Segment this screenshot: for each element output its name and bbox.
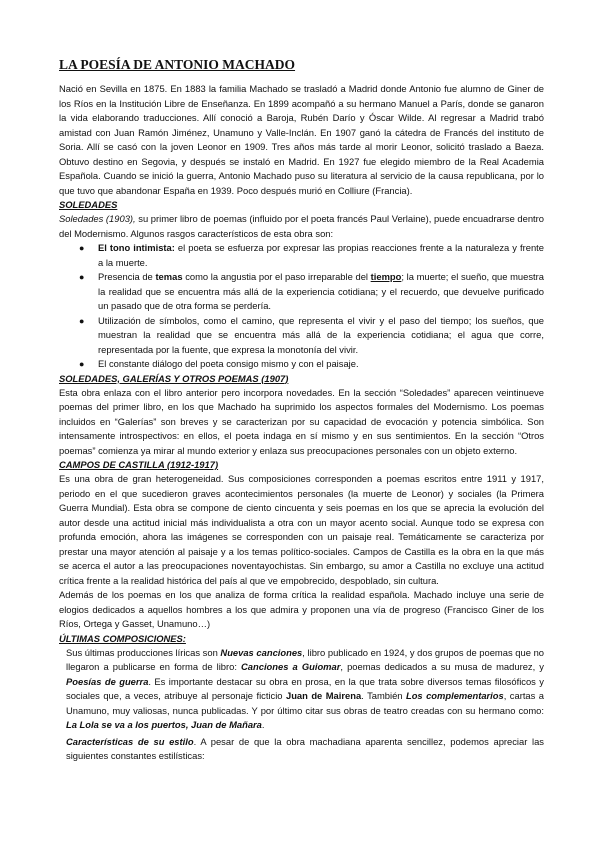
character-name: Juan de Mairena xyxy=(285,690,362,701)
work-title: Los complementarios xyxy=(405,690,504,701)
bullet-text: ; la muerte; el sueño, que muestra la realidad que se encuentra más allá de la experiencia cotidiana; y el recuerdo, que devuelve purificado un pasado que de otra forma se perdería. xyxy=(98,271,544,311)
bullet-icon: ● xyxy=(79,359,85,369)
page-title: LA POESÍA DE ANTONIO MACHADO xyxy=(59,57,296,72)
bullet-text: Utilización de símbolos, como el camino, que representa el vivir y el paso del tiempo; los sueños, que muestran la realidad que se encuentra más allá de la experiencia cotidiana; el agua que corre, representada por la fuente, que expresa la monotonía del vivir. xyxy=(98,314,544,355)
work-title: La Lola se va a los puertos, Juan de Mañara xyxy=(66,719,262,730)
work-title: Nuevas canciones xyxy=(220,646,303,658)
campos-paragraph-1: Es una obra de gran heterogeneidad. Sus composiciones corresponden a poemas escritos entre 1911 y 1917, periodo en el que sucedieron graves acontecimientos personales (la muerte de Leonor) y sociales (la Primera Guerra Mundial). Esta obra se compone de ciento cincuenta y seis poemas en los que se aprecia la evolución del autor desde una actitud inicial más individualista a otra con un mayor acento social. Aunque todo se expresa con profunda emoción, ahora las imágenes se corresponden con un paisaje real. Temáticamente se caracteriza por prestar una mayor atención al paisaje y a los temas político-sociales. Campos de Castilla es la obra en la que más se acerca el autor a las preocupaciones noventayochistas. Sin embargo, su amor a Castilla no excluye una actitud crítica frente a la realidad histórica del país al que ve empobrecido, despoblado, sin cultura. xyxy=(59,473,544,586)
caracteristicas-paragraph xyxy=(59,735,544,764)
work-title: Canciones a Guiomar xyxy=(241,661,341,672)
soledades-features-list xyxy=(59,241,544,372)
section-heading-ultimas-composiciones: ÚLTIMAS COMPOSICIONES: xyxy=(59,632,186,644)
text-run: , poemas dedicados a su musa de madurez, y xyxy=(340,661,544,672)
campos-paragraph-2: Además de los poemas en los que analiza de forma crítica la realidad española. Machado incluye una serie de elogios dedicados a aquellos hombres a los que admira y proponen una vía de progreso (Francisco Giner de los Ríos, Ortega y Gasset, Unamuno…) xyxy=(59,589,544,629)
biography-paragraph: Nació en Sevilla en 1875. En 1883 la familia Machado se trasladó a Madrid donde Antonio fue alumno de Giner de los Ríos en la Institución Libre de Enseñanza. En 1899 acompañó a su hermano Manuel a París, donde se ganaron la vida elaborando traducciones. Allí conoció a Baroja, Rubén Darío y Óscar Wilde. Al regresar a Madrid trabó amistad con Juan Ramón Jiménez, Unamuno y Valle-Inclán. En 1907 ganó la cátedra de Francés del instituto de Soria. Allí se casó con la joven Leonor en 1909. Tres años más tarde al morir Leonor, solicitó traslado a Baeza. Obtuvo destino en Segovia, y después se instaló en Madrid. En 1927 fue elegido miembro de la Real Academia Española. Cuando se inició la guerra, Antonio Machado puso su literatura al servicio de la causa republicana, por lo que tuvo que abandonar España en 1939. Poco después murió en Colliure (Francia). xyxy=(59,83,544,196)
bullet-icon: ● xyxy=(79,272,85,282)
bullet-text: el poeta se esfuerza por expresar las propias reacciones frente a la naturaleza y frente a la muerte. xyxy=(98,242,544,268)
bullet-bold-underlined-text: tiempo xyxy=(370,271,402,282)
section-heading-campos-de-castilla: CAMPOS DE CASTILLA (1912-1917) xyxy=(59,459,219,470)
soledades-intro xyxy=(59,212,544,241)
soledades-galerias-paragraph: Esta obra enlaza con el libro anterior pero incorpora novedades. En la sección “Soledades” aparecen veintinueve poemas del primer libro, en los que Machado ha suprimido los aspectos formales del Modernismo. Los poemas incluidos en “Galerías” son breves y se caracterizan por su capacidad de evocación y potencia simbólica. Son intensamente introspectivos: en ellos, el poeta indaga en sí mismo y en sus sentimientos. En la sección “Otros poemas” comienza ya mirar al mundo exterior y enlaza sus preocupaciones personales con un objeto externo. xyxy=(59,386,544,456)
list-item xyxy=(79,241,544,270)
text-run: . xyxy=(261,719,265,730)
text-run: . También xyxy=(361,690,406,701)
section-heading-soledades: SOLEDADES xyxy=(59,199,118,210)
text-run: , cartas a Unamuno, muy valiosas, nunca publicadas. Y por último citar sus obras de teatro creadas con su hermano como: xyxy=(66,690,545,716)
list-item xyxy=(79,357,544,372)
caracteristicas-text: . A pesar de que la obra machadiana aparenta sencillez, podemos apreciar las siguientes constantes estilísticas: xyxy=(66,735,544,761)
list-item xyxy=(79,314,544,358)
text-run: . Es importante destacar su obra en prosa, en la que trata sobre diversos temas filosóficos y sociales que, a veces, atribuye al personaje ficticio xyxy=(66,675,544,701)
bullet-bold-text: El tono intimista: xyxy=(98,242,175,253)
ultimas-paragraph xyxy=(59,646,544,733)
list-item xyxy=(79,270,544,314)
bullet-text: Presencia de xyxy=(98,271,156,282)
bullet-icon: ● xyxy=(79,315,85,326)
section-heading-soledades-galerias: SOLEDADES, GALERÍAS Y OTROS POEMAS (1907) xyxy=(59,372,289,384)
bullet-icon: ● xyxy=(79,243,85,253)
bullet-bold-text: temas xyxy=(155,271,183,282)
text-run: Sus últimas producciones líricas son xyxy=(66,646,221,658)
work-title: Poesías de guerra xyxy=(66,675,149,687)
bullet-text: como la angustia por el paso irreparable del xyxy=(182,271,371,282)
soledades-intro-text: su primer libro de poemas (influido por el poeta francés Paul Verlaine), puede encuadrarse dentro del Modernismo. Algunos rasgos característicos de esta obra son: xyxy=(59,213,544,239)
caracteristicas-label: Características de su estilo xyxy=(66,735,194,747)
text-run: , libro publicado en 1924, y dos grupos de poemas que no llegaron a publicarse en forma de libro: xyxy=(66,646,545,672)
bullet-text: El constante diálogo del poeta consigo mismo y con el paisaje. xyxy=(98,358,359,369)
soledades-intro-title: Soledades (1903), xyxy=(59,213,136,224)
